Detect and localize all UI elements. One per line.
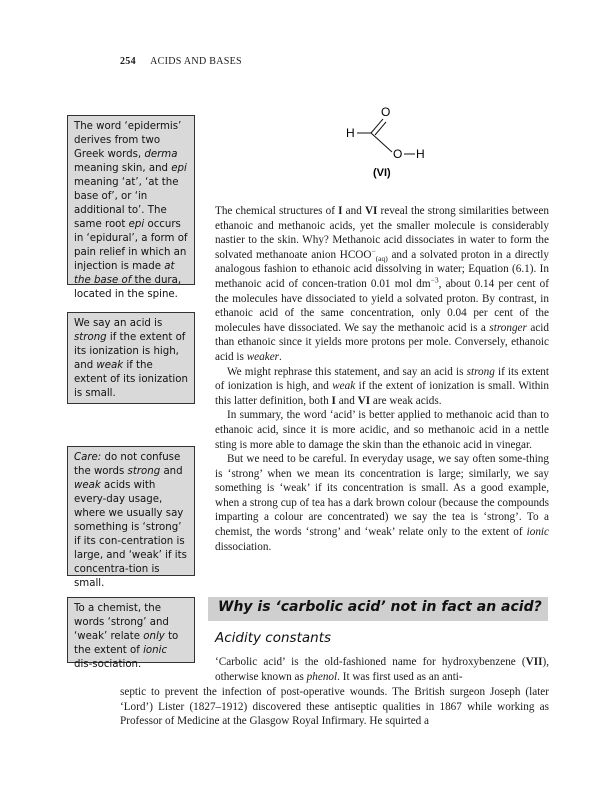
atom-o-right: O [393, 147, 403, 161]
atom-h-right: H [416, 147, 425, 161]
sidenote-chemist-text: To a chemist, the words ‘strong’ and ‘weak’ relate only to the extent of ionic dis-sociation. [74, 603, 179, 670]
bond-c-o-single [371, 133, 392, 152]
sidenote-chemist [67, 597, 195, 670]
atom-o-top: O [381, 105, 391, 119]
methanoic-acid-structure [330, 100, 440, 180]
sidenote-strong-weak [67, 312, 195, 404]
sidenote-epidermis-text: The word ‘epidermis’ derives from two Greek words, derma meaning skin, and epi meaning ‘at’, ‘at the base of’, or ‘in additional to’. The same root epi occurs in ‘epidural’, a form of pain relief in which an injection is made at the base of the dura, located in the spine. [74, 121, 188, 300]
structure-label: (VI) [373, 167, 391, 179]
running-header [120, 56, 242, 67]
sidenote-strong-weak-text: We say an acid is strong if the extent of its ionization is high, and weak if the extent of its ionization is small. [74, 318, 188, 399]
paragraph-1: The chemical structures of I and VI reveal the strong similarities between ethanoic and methanoic acids, yet the smaller molecule is considerably nastier to the skin. Why? Methanoic acid dissociates in water to form the solvated methanoate anion $HCOO^-_{(aq)}$ and a solvated proton in a directly analogous fashion to ethanoic acid dissolving in water; Equation (6.1). In methanoic acid of concen-tration 0.01 mol $dm^{-3}$, about 0.14 per cent of the molecules have dissociated to yield a solvated proton. By contrast, in ethanoic acid of the same concentration, only 0.04 per cent of the molecules have dissociated. We say the methanoic acid is a stronger acid than ethanoic since it yields more protons per mole. Conversely, ethanoic acid is weaker. [215, 205, 550, 363]
sidenote-care [67, 446, 195, 589]
bond-c-o-double-a [371, 119, 383, 133]
paragraph-2: We might rephrase this statement, and say an acid is strong if its extent of ionization is high, and weak if the extent of ionization is small. Within this latter definition, both I and VI are weak acids. [215, 365, 549, 407]
paragraph-3: In summary, the word ‘acid’ is better applied to methanoic acid than to ethanoic acid, since it is more acidic, and so methanoic acid in a nettle sting is more able to damage the skin than the ethanoic acid in vinegar. [215, 409, 549, 451]
main-text [215, 204, 549, 554]
paragraph-5-wide: septic to prevent the infection of post-operative wounds. The British surgeon Joseph (later ‘Lord’) Lister (1827–1912) discovered these antiseptic qualities in 1867 while working as Professor of Medicine at the Glasgow Royal Infirmary. He squirted a [120, 686, 549, 728]
section-heading: Why is ‘carbolic acid’ not in fact an acid? [208, 597, 548, 621]
running-title: ACIDS AND BASES [150, 56, 242, 67]
paragraph-5-column: ‘Carbolic acid’ is the old-fashioned name for hydroxybenzene (VII), otherwise known as phenol. It was first used as an anti- [215, 656, 549, 683]
subheading-acidity-constants: Acidity constants [215, 630, 332, 646]
paragraph-4: But we need to be careful. In everyday usage, we say often some-thing is ‘strong’ when we mean its concentration is large; similarly, we say something is ‘weak’ if its concentration is small. As a good example, when a strong cup of tea has a dark brown colour (because the compounds imparting a colour are concentrated) we say the tea is ‘strong’. To a chemist, the words ‘strong’ and ‘weak’ relate only to the extent of ionic dissociation. [215, 453, 549, 553]
page-number: 254 [120, 56, 136, 67]
sidenote-care-text: Care: do not confuse the words strong and weak acids with every-day usage, where we usually say something is ‘strong’ if its con-centration is large, and ‘weak’ if its concentra-tion is small. [74, 452, 187, 589]
atom-h-left: H [346, 126, 355, 140]
bond-c-o-double-b [375, 122, 386, 135]
sidenote-epidermis [67, 115, 195, 300]
